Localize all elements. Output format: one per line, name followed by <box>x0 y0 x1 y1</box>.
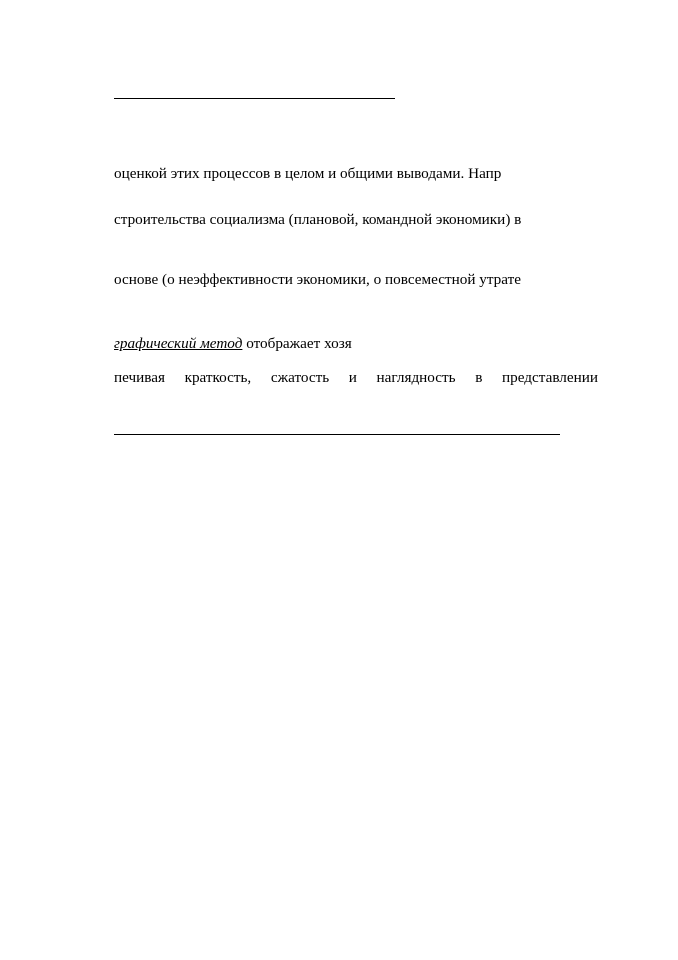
text-line-5: печивая краткость, сжатость и наглядность в представлении <box>114 369 598 386</box>
text-line-4 <box>114 335 514 353</box>
underlined-term: графический метод <box>114 335 243 352</box>
text-line-1: оценкой этих процессов в целом и общими выводами. Напр <box>114 165 502 182</box>
term-line-continuation: отображает хозя <box>242 335 352 352</box>
text-line-2: строительства социализма (плановой, командной экономики) в <box>114 211 522 228</box>
bottom-horizontal-rule <box>114 434 560 435</box>
text-line-3: основе (о неэффективности экономики, о повсеместной утрате <box>114 271 521 288</box>
top-horizontal-rule <box>114 98 395 99</box>
